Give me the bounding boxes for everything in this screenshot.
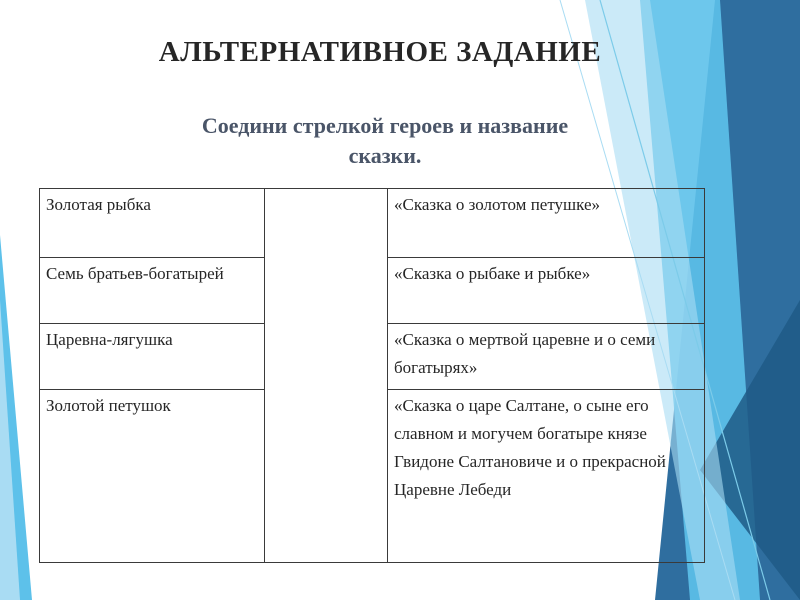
hero-cell: Царевна-лягушка (40, 324, 265, 390)
table-row (40, 189, 705, 258)
hero-cell: Золотой петушок (40, 390, 265, 563)
subtitle-line-2: сказки. (348, 143, 422, 168)
tale-cell: «Сказка о рыбаке и рыбке» (388, 258, 705, 324)
hero-cell: Семь братьев-богатырей (40, 258, 265, 324)
matching-table (39, 188, 705, 563)
tale-cell: «Сказка о мертвой царевне и о семи богатырях» (388, 324, 705, 390)
slide-subtitle (150, 111, 620, 171)
hero-cell: Золотая рыбка (40, 189, 265, 258)
subtitle-line-1: Соедини стрелкой героев и название (201, 113, 569, 138)
tale-cell: «Сказка о золотом петушке» (388, 189, 705, 258)
tale-cell: «Сказка о царе Салтане, о сыне его славном и могучем богатыре князе Гвидоне Салтановиче и о прекрасной Царевне Лебеди (388, 390, 705, 563)
slide-title: АЛЬТЕРНАТИВНОЕ ЗАДАНИЕ (158, 36, 602, 68)
answer-column (265, 189, 388, 563)
